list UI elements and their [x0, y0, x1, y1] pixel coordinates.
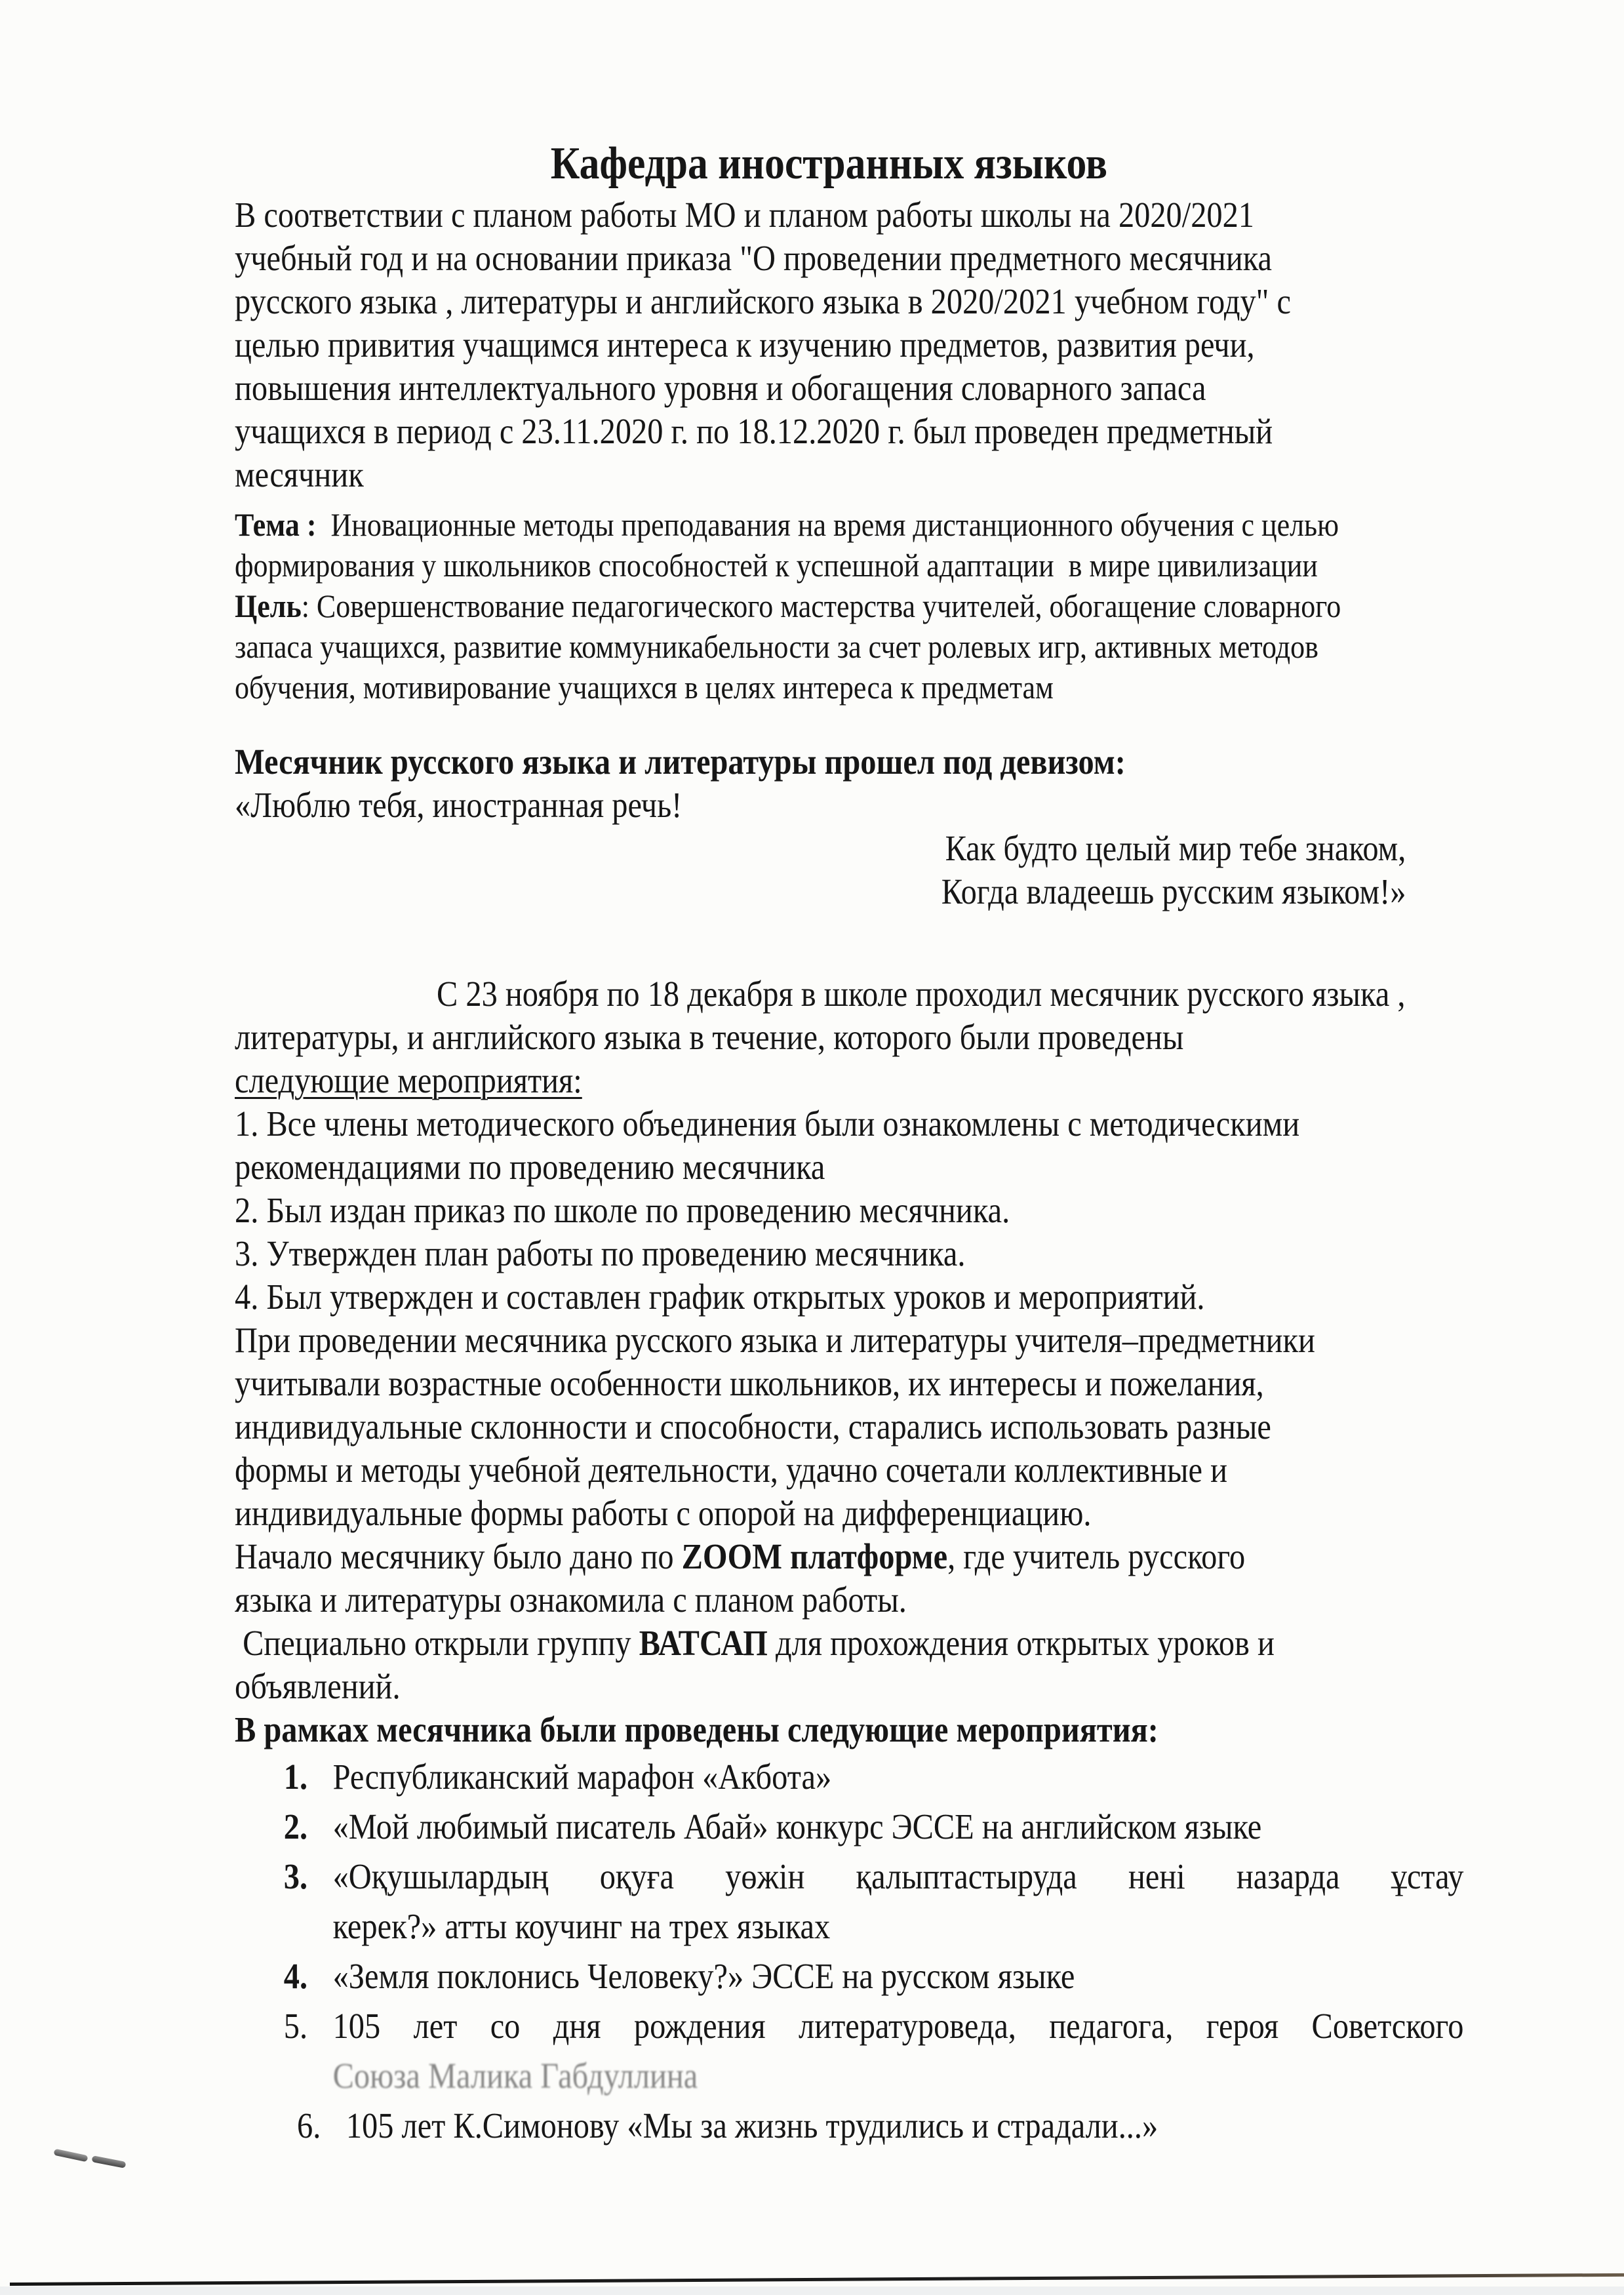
list-number: 6.: [297, 2105, 321, 2145]
text-line: [235, 1708, 1463, 1751]
list-item: [235, 1805, 1463, 1848]
document-title: [235, 138, 1463, 189]
text-segment: Кафедра иностранных языков: [550, 138, 1108, 189]
text-segment: Цель: [235, 588, 302, 624]
text-line: [235, 1665, 1463, 1708]
staple-leg: [92, 2155, 127, 2168]
text-segment: учебный год и на основании приказа "О проведении предметного месячника: [235, 238, 1272, 278]
document-content: [235, 138, 1464, 2154]
whatsapp-paragraph: [235, 1622, 1463, 1708]
text-segment: В рамках месячника были проведены следующие мероприятия:: [235, 1709, 1159, 1749]
motto-heading: [235, 740, 1463, 827]
text-line: [235, 2054, 1463, 2098]
text-line: [235, 1189, 1463, 1232]
text-line: [235, 280, 1463, 323]
text-segment: 105 лет со дня рождения литературоведа, педагога, героя Советского: [332, 2006, 1464, 2046]
text-segment: обучения, мотивирование учащихся в целях интереса к предметам: [235, 669, 1054, 706]
text-segment: Как будто целый мир тебе знаком,: [945, 828, 1406, 868]
list-number: 1.: [283, 1757, 308, 1797]
text-segment: Тема :: [235, 506, 317, 543]
list-number: 4.: [283, 1956, 308, 1996]
text-segment: , где учитель русского: [947, 1536, 1246, 1576]
prep-list: [235, 1102, 1463, 1319]
text-segment: 4. Был утвержден и составлен график открытых уроков и мероприятий.: [235, 1277, 1205, 1317]
text-segment: Союза Малика Габдуллина: [332, 2056, 698, 2096]
text-segment: : Совершенствование педагогического мастерства учителей, обогащение словарного: [301, 588, 1341, 624]
list-item: [235, 1955, 1463, 1998]
period-paragraph: [235, 972, 1463, 1102]
text-segment: запаса учащихся, развитие коммуникабельности за счет ролевых игр, активных методов: [235, 628, 1318, 665]
list-number: 5.: [283, 2006, 308, 2046]
text-line: [235, 1448, 1463, 1492]
staple-leg: [54, 2149, 89, 2163]
text-line: [235, 1319, 1463, 1362]
scan-bottom-edge: [0, 2286, 1624, 2295]
scan-edge-line: [10, 2273, 1624, 2286]
text-segment: следующие мероприятия:: [235, 1060, 582, 1100]
text-line: [235, 1146, 1463, 1189]
text-segment: «Мой любимый писатель Абай» конкурс ЭССЕ на английском языке: [332, 1806, 1262, 1846]
text-line: [235, 1016, 1463, 1059]
text-segment: для прохождения открытых уроков и: [767, 1623, 1275, 1663]
text-segment: формы и методы учебной деятельности, удачно сочетали коллективные и: [235, 1450, 1227, 1490]
text-segment: повышения интеллектуального уровня и обогащения словарного запаса: [235, 368, 1206, 408]
zoom-paragraph: [235, 1535, 1463, 1622]
list-item-text: [333, 1955, 1464, 1998]
text-segment: «Люблю тебя, иностранная речь!: [235, 785, 683, 825]
text-segment: 2. Был издан приказ по школе по проведению месячника.: [235, 1190, 1010, 1230]
text-line: [235, 667, 1463, 708]
text-line: [235, 1622, 1463, 1665]
text-line: [235, 545, 1463, 586]
list-item: [235, 2005, 1463, 2048]
text-line: [235, 1059, 1463, 1102]
text-segment: «Оқушылардың оқуға уөжін қалыптастыруда нені назарда ұстау: [332, 1856, 1464, 1896]
text-line: [235, 367, 1463, 410]
text-segment: индивидуальные формы работы с опорой на дифференциацию.: [235, 1493, 1092, 1533]
motto-quote: [235, 827, 1463, 913]
text-segment: «Земля поклонись Человеку?» ЭССЕ на русском языке: [332, 1956, 1075, 1996]
text-line: [235, 1405, 1463, 1448]
text-line: [235, 1905, 1463, 1948]
text-segment: Месячник русского языка и литературы прошел под девизом:: [235, 742, 1126, 782]
text-line: [235, 237, 1463, 280]
text-segment: русского языка , литературы и английского языка в 2020/2021 учебном году" с: [235, 281, 1292, 321]
text-line: [235, 1275, 1463, 1319]
text-segment: месячник: [235, 454, 364, 494]
list-item-text: [333, 1855, 1464, 1898]
list-item-text: [346, 2104, 1464, 2147]
text-line: [235, 1535, 1463, 1578]
text-line: [235, 410, 1463, 453]
text-line: [235, 740, 1463, 784]
text-line: [235, 586, 1463, 626]
text-line: [235, 784, 1463, 827]
theme-block: [235, 504, 1463, 586]
goal-block: [235, 586, 1463, 708]
list-item: [235, 1855, 1463, 1898]
text-line: [235, 1232, 1463, 1275]
list-item-text: [333, 2005, 1464, 2048]
text-line: [235, 453, 1463, 496]
text-segment: Когда владеешь русским языком!»: [941, 871, 1406, 911]
text-line: [235, 504, 1463, 545]
list-number: 3.: [283, 1856, 308, 1896]
intro-paragraph: [235, 193, 1463, 496]
text-line: [235, 827, 1463, 870]
list-item: [235, 2104, 1463, 2147]
text-segment: целью привития учащимся интереса к изучению предметов, развития речи,: [235, 325, 1255, 365]
text-segment: объявлений.: [235, 1666, 401, 1706]
text-line: [235, 323, 1463, 367]
text-line: [235, 1578, 1463, 1622]
text-line: [235, 1102, 1463, 1146]
text-segment: 3. Утвержден план работы по проведению месячника.: [235, 1233, 966, 1273]
text-segment: ZOOM платформе: [681, 1536, 948, 1576]
text-segment: В соответствии с планом работы МО и планом работы школы на 2020/2021: [235, 195, 1255, 235]
list-number: 2.: [283, 1806, 308, 1846]
teachers-paragraph: [235, 1319, 1463, 1535]
text-segment: Иновационные методы преподавания на время дистанционного обучения с целью: [316, 506, 1339, 543]
list-item-text: [333, 1755, 1464, 1799]
text-segment: Республиканский марафон «Акбота»: [332, 1757, 832, 1797]
text-segment: ВАТСАП: [639, 1623, 768, 1663]
text-segment: керек?» атты коучинг на трех языках: [332, 1906, 831, 1946]
text-segment: При проведении месячника русского языка и литературы учителя–предметники: [235, 1320, 1315, 1360]
text-segment: Начало месячнику было дано по: [235, 1536, 682, 1576]
list-item: [235, 1755, 1463, 1799]
list-item-text: [333, 1805, 1464, 1848]
text-segment: Специально открыли группу: [235, 1623, 639, 1663]
title-line: [194, 138, 1463, 189]
text-segment: литературы, и английского языка в течение, которого были проведены: [235, 1017, 1184, 1057]
text-segment: 1. Все члены методического объединения были ознакомлены с методическими: [235, 1104, 1300, 1144]
text-line: [235, 1362, 1463, 1405]
text-segment: языка и литературы ознакомила с планом работы.: [235, 1580, 907, 1620]
text-segment: 105 лет К.Симонову «Мы за жизнь трудились и страдали...»: [346, 2105, 1159, 2145]
text-segment: рекомендациями по проведению месячника: [235, 1147, 825, 1187]
events-list: [235, 1755, 1463, 2147]
text-segment: С 23 ноября по 18 декабря в школе проходил месячник русского языка ,: [437, 974, 1406, 1014]
text-segment: учащихся в период с 23.11.2020 г. по 18.12.2020 г. был проведен предметный: [235, 411, 1273, 451]
text-segment: индивидуальные склонности и способности, старались использовать разные: [235, 1407, 1271, 1447]
text-line: [235, 870, 1463, 913]
text-segment: учитывали возрастные особенности школьников, их интересы и пожелания,: [235, 1363, 1264, 1403]
events-heading: [235, 1708, 1463, 1751]
text-line: [235, 972, 1463, 1016]
text-line: [235, 1492, 1463, 1535]
text-line: [235, 626, 1463, 667]
staple-mark: [54, 2149, 139, 2182]
text-line: [235, 193, 1463, 237]
text-segment: формирования у школьников способностей к успешной адаптации в мире цивилизации: [235, 547, 1318, 584]
